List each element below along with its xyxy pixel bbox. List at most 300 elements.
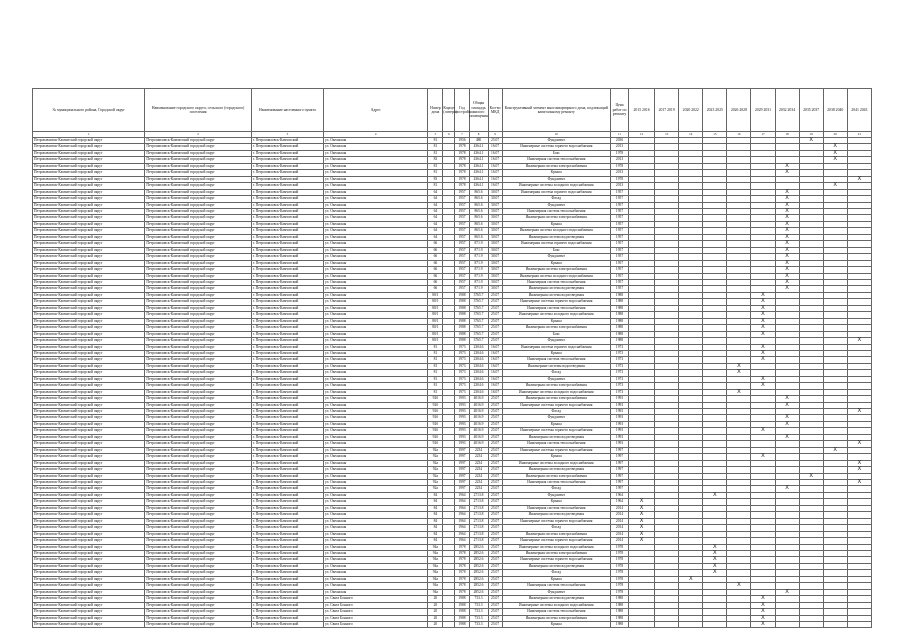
area-cell: 871.9 — [469, 279, 488, 285]
mkd-cell: 16.07 — [488, 183, 502, 189]
settlement-cell: Петропавловск-Камчатский городской округ — [145, 583, 251, 589]
structural-element-cell: Инженерная система теплоснабжения — [502, 441, 610, 447]
district-cell: Петропавловск-Камчатский городской округ — [33, 260, 145, 266]
mkd-cell: 25.07 — [488, 447, 502, 453]
settlement-cell: Петропавловск-Камчатский городской округ — [145, 621, 251, 627]
locality-cell: г. Петропавловск-Камчатский — [251, 570, 323, 576]
mkd-cell: 25.07 — [488, 602, 502, 608]
area-cell: 4016.9 — [469, 421, 488, 427]
structural-element-cell: Фундамент — [502, 138, 610, 144]
locality-cell: г. Петропавловск-Камчатский — [251, 234, 323, 240]
settlement-cell: Петропавловск-Камчатский городской округ — [145, 183, 251, 189]
district-cell: Петропавловск-Камчатский городской округ — [33, 157, 145, 163]
district-cell: Петропавловск-Камчатский городской округ — [33, 350, 145, 356]
cost-cell: 2014 — [610, 518, 628, 524]
period-cell: X — [727, 363, 751, 369]
locality-cell: г. Петропавловск-Камчатский — [251, 492, 323, 498]
house-number-cell: 80/1 — [428, 299, 443, 305]
area-cell: 865.6 — [469, 221, 488, 227]
locality-cell: г. Петропавловск-Камчатский — [251, 305, 323, 311]
house-number-cell: 80/1 — [428, 312, 443, 318]
structural-element-cell: Крыша — [502, 260, 610, 266]
build-year-cell: 1993 — [455, 396, 469, 402]
locality-cell: г. Петропавловск-Камчатский — [251, 531, 323, 537]
cost-cell: 1957 — [610, 279, 628, 285]
district-cell: Петропавловск-Камчатский городской округ — [33, 589, 145, 595]
column-header: Конструктивный элемент многоквартирного дома, подлежащий капитальному ремонту — [502, 89, 610, 132]
area-cell: 2304.6 — [469, 350, 488, 356]
area-cell: 2713.8 — [469, 531, 488, 537]
structural-element-cell: Бокс — [502, 247, 610, 253]
build-year-cell: 1957 — [455, 267, 469, 273]
area-cell: 865.6 — [469, 208, 488, 214]
mkd-cell: 25.07 — [488, 609, 502, 615]
cost-cell: 1988 — [610, 609, 628, 615]
locality-cell: г. Петропавловск-Камчатский — [251, 138, 323, 144]
build-year-cell: 1997 — [455, 486, 469, 492]
locality-cell: г. Петропавловск-Камчатский — [251, 621, 323, 627]
house-number-cell: 81 — [428, 363, 443, 369]
settlement-cell: Петропавловск-Камчатский городской округ — [145, 299, 251, 305]
district-cell: Петропавловск-Камчатский городской округ — [33, 247, 145, 253]
structural-element-cell: Бокс — [502, 331, 610, 337]
house-number-cell: 92б — [428, 434, 443, 440]
mkd-cell: 25.07 — [488, 531, 502, 537]
build-year-cell: 1957 — [455, 228, 469, 234]
period-cell: X — [727, 370, 751, 376]
settlement-cell: Петропавловск-Камчатский городской округ — [145, 460, 251, 466]
district-cell: Петропавловск-Камчатский городской округ — [33, 234, 145, 240]
period-cell: X — [703, 557, 727, 563]
house-number-cell: 80/1 — [428, 325, 443, 331]
district-cell: Петропавловск-Камчатский городской округ — [33, 505, 145, 511]
address-cell: ул. Океанская — [324, 421, 428, 427]
mkd-cell: 30.07 — [488, 273, 502, 279]
build-year-cell: 1988 — [455, 338, 469, 344]
cost-cell: 2013 — [610, 170, 628, 176]
address-cell: ул. Свята Бонного — [324, 596, 428, 602]
cost-cell: 1957 — [610, 234, 628, 240]
house-number-cell: 81 — [428, 376, 443, 382]
house-number-cell: 83 — [428, 157, 443, 163]
structural-element-cell: Инженерная система холодного водоснабжения — [502, 273, 610, 279]
address-cell: ул. Океанская — [324, 150, 428, 156]
mkd-cell: 25.07 — [488, 402, 502, 408]
settlement-cell: Петропавловск-Камчатский городской округ — [145, 434, 251, 440]
column-header: 2023 2025 — [703, 89, 727, 132]
build-year-cell: 1997 — [455, 473, 469, 479]
area-cell: 2713.8 — [469, 525, 488, 531]
structural-element-cell: Инженерная система электроснабжения — [502, 163, 610, 169]
period-cell: X — [751, 596, 775, 602]
locality-cell: г. Петропавловск-Камчатский — [251, 396, 323, 402]
address-cell: ул. Океанская — [324, 557, 428, 563]
locality-cell: г. Петропавловск-Камчатский — [251, 350, 323, 356]
address-cell: ул. Океанская — [324, 538, 428, 544]
period-cell: X — [751, 609, 775, 615]
mkd-cell: 25.07 — [488, 338, 502, 344]
mkd-cell: 25.07 — [488, 434, 502, 440]
mkd-cell: 25.07 — [488, 544, 502, 550]
locality-cell: г. Петропавловск-Камчатский — [251, 512, 323, 518]
district-cell: Петропавловск-Камчатский городской округ — [33, 383, 145, 389]
cost-cell: 1978 — [610, 150, 628, 156]
address-cell: ул. Океанская — [324, 279, 428, 285]
district-cell: Петропавловск-Камчатский городской округ — [33, 138, 145, 144]
district-cell: Петропавловск-Камчатский городской округ — [33, 183, 145, 189]
district-cell: Петропавловск-Камчатский городской округ — [33, 312, 145, 318]
settlement-cell: Петропавловск-Камчатский городской округ — [145, 150, 251, 156]
address-cell: ул. Океанская — [324, 260, 428, 266]
build-year-cell: 1973 — [455, 383, 469, 389]
locality-cell: г. Петропавловск-Камчатский — [251, 525, 323, 531]
build-year-cell: 1978 — [455, 144, 469, 150]
column-header: 2017 2019 — [655, 89, 679, 132]
settlement-cell: Петропавловск-Камчатский городской округ — [145, 596, 251, 602]
table-header — [33, 89, 872, 138]
structural-element-cell: Инженерные системы холодного водоснабжения — [502, 460, 610, 466]
column-number: 13 — [655, 132, 679, 138]
locality-cell: г. Петропавловск-Камчатский — [251, 254, 323, 260]
period-cell: X — [823, 447, 847, 453]
address-cell: ул. Океанская — [324, 170, 428, 176]
district-cell: Петропавловск-Камчатский городской округ — [33, 344, 145, 350]
address-cell: ул. Океанская — [324, 234, 428, 240]
cost-cell: 1957 — [610, 208, 628, 214]
cost-cell: 1978 — [610, 589, 628, 595]
settlement-cell: Петропавловск-Камчатский городской округ — [145, 518, 251, 524]
cost-cell: 1997 — [610, 473, 628, 479]
column-number: 21 — [847, 132, 871, 138]
cost-cell: 1957 — [610, 241, 628, 247]
area-cell: 2852.6 — [469, 544, 488, 550]
settlement-cell: Петропавловск-Камчатский городской округ — [145, 441, 251, 447]
house-number-cell: 66 — [428, 241, 443, 247]
period-cell: X — [775, 421, 799, 427]
period-cell — [775, 621, 799, 627]
house-number-cell: 66 — [428, 273, 443, 279]
house-number-cell: 81 — [428, 383, 443, 389]
house-number-cell: 20 — [428, 609, 443, 615]
build-year-cell: 1988 — [455, 325, 469, 331]
area-cell: 871.9 — [469, 273, 488, 279]
district-cell: Петропавловск-Камчатский городской округ — [33, 363, 145, 369]
mkd-cell: 16.07 — [488, 170, 502, 176]
build-year-cell: 1964 — [455, 518, 469, 524]
locality-cell: г. Петропавловск-Камчатский — [251, 518, 323, 524]
settlement-cell: Петропавловск-Камчатский городской округ — [145, 363, 251, 369]
house-number-cell: 92а — [428, 473, 443, 479]
column-number: 20 — [823, 132, 847, 138]
build-year-cell: 1993 — [455, 409, 469, 415]
cost-cell: 1973 — [610, 357, 628, 363]
district-cell: Петропавловск-Камчатский городской округ — [33, 163, 145, 169]
period-cell: X — [775, 486, 799, 492]
mkd-cell: 25.07 — [488, 292, 502, 298]
structural-element-cell: Инженерная система холодного водоснабжения — [502, 228, 610, 234]
settlement-cell: Петропавловск-Камчатский городской округ — [145, 157, 251, 163]
district-cell: Петропавловск-Камчатский городской округ — [33, 254, 145, 260]
mkd-cell: 30.07 — [488, 267, 502, 273]
structural-element-cell: Фундамент — [502, 492, 610, 498]
settlement-cell: Петропавловск-Камчатский городской округ — [145, 428, 251, 434]
mkd-cell: 25.07 — [488, 576, 502, 582]
period-cell: X — [847, 176, 871, 182]
period-cell — [629, 621, 655, 627]
build-year-cell: 1993 — [455, 428, 469, 434]
build-year-cell: 1956 — [455, 138, 469, 144]
area-cell: 3765.7 — [469, 318, 488, 324]
structural-element-cell: Крыша — [502, 499, 610, 505]
build-year-cell: 1957 — [455, 215, 469, 221]
district-cell: Петропавловск-Камчатский городской округ — [33, 241, 145, 247]
build-year-cell: 1988 — [455, 615, 469, 621]
settlement-cell: Петропавловск-Камчатский городской округ — [145, 454, 251, 460]
locality-cell: г. Петропавловск-Камчатский — [251, 202, 323, 208]
district-cell: Петропавловск-Камчатский городской округ — [33, 531, 145, 537]
cost-cell: 1964 — [610, 492, 628, 498]
structural-element-cell: Инженерная система электроснабжения — [502, 551, 610, 557]
district-cell: Петропавловск-Камчатский городской округ — [33, 525, 145, 531]
area-cell: 2304.6 — [469, 383, 488, 389]
column-number: 5 — [428, 132, 443, 138]
house-number-cell: 92б — [428, 402, 443, 408]
build-year-cell: 1978 — [455, 163, 469, 169]
mkd-cell: 30.07 — [488, 202, 502, 208]
area-cell: 4364.1 — [469, 170, 488, 176]
locality-cell: г. Петропавловск-Камчатский — [251, 589, 323, 595]
settlement-cell: Петропавловск-Камчатский городской округ — [145, 338, 251, 344]
period-cell: X — [775, 221, 799, 227]
district-cell: Петропавловск-Камчатский городской округ — [33, 621, 145, 627]
locality-cell: г. Петропавловск-Камчатский — [251, 473, 323, 479]
district-cell: Петропавловск-Камчатский городской округ — [33, 202, 145, 208]
house-number-cell: 84 — [428, 531, 443, 537]
cost-cell: 1957 — [610, 247, 628, 253]
mkd-cell: 25.07 — [488, 615, 502, 621]
area-cell: 733.3 — [469, 609, 488, 615]
cost-cell: 1973 — [610, 350, 628, 356]
settlement-cell: Петропавловск-Камчатский городской округ — [145, 615, 251, 621]
settlement-cell: Петропавловск-Камчатский городской округ — [145, 609, 251, 615]
settlement-cell: Петропавловск-Камчатский городской округ — [145, 196, 251, 202]
column-number: 1 — [33, 132, 145, 138]
mkd-cell: 16.07 — [488, 383, 502, 389]
build-year-cell: 1988 — [455, 621, 469, 627]
mkd-cell: 30.07 — [488, 189, 502, 195]
structural-element-cell: Инженерные системы холодного водоснабжения — [502, 312, 610, 318]
build-year-cell: 1988 — [455, 609, 469, 615]
cost-cell: 1993 — [610, 421, 628, 427]
address-cell: ул. Океанская — [324, 331, 428, 337]
settlement-cell: Петропавловск-Камчатский городской округ — [145, 467, 251, 473]
cost-cell: 1993 — [610, 409, 628, 415]
area-cell: 2852.6 — [469, 583, 488, 589]
address-cell: ул. Океанская — [324, 183, 428, 189]
district-cell: Петропавловск-Камчатский городской округ — [33, 292, 145, 298]
locality-cell: г. Петропавловск-Камчатский — [251, 150, 323, 156]
area-cell: 3765.7 — [469, 312, 488, 318]
address-cell: ул. Океанская — [324, 499, 428, 505]
period-cell: X — [775, 234, 799, 240]
district-cell: Петропавловск-Камчатский городской округ — [33, 189, 145, 195]
area-cell: 2852.6 — [469, 551, 488, 557]
area-cell: 2304.6 — [469, 363, 488, 369]
house-number-cell: 20 — [428, 621, 443, 627]
structural-element-cell: Фасад — [502, 486, 610, 492]
locality-cell: г. Петропавловск-Камчатский — [251, 241, 323, 247]
structural-element-cell: Инженерная система водоотведения — [502, 563, 610, 569]
area-cell: 4016.9 — [469, 415, 488, 421]
address-cell: ул. Океанская — [324, 589, 428, 595]
locality-cell: г. Петропавловск-Камчатский — [251, 602, 323, 608]
district-cell: Петропавловск-Камчатский городской округ — [33, 538, 145, 544]
structural-element-cell: Инженерная система теплоснабжения — [502, 480, 610, 486]
build-year-cell: 1964 — [455, 499, 469, 505]
house-number-cell: 92б — [428, 409, 443, 415]
structural-element-cell: Инженерная система электроснабжения — [502, 383, 610, 389]
structural-element-cell: Инженерная система электроснабжения — [502, 396, 610, 402]
cost-cell: 1997 — [610, 454, 628, 460]
structural-element-cell: Фасад — [502, 409, 610, 415]
settlement-cell: Петропавловск-Камчатский городской округ — [145, 409, 251, 415]
building-cell — [443, 621, 455, 627]
district-cell: Петропавловск-Камчатский городской округ — [33, 615, 145, 621]
cost-cell: 1988 — [610, 325, 628, 331]
address-cell: ул. Океанская — [324, 460, 428, 466]
district-cell: Петропавловск-Камчатский городской округ — [33, 492, 145, 498]
house-number-cell: 20 — [428, 596, 443, 602]
locality-cell: г. Петропавловск-Камчатский — [251, 421, 323, 427]
cost-cell: 1973 — [610, 344, 628, 350]
period-cell: X — [775, 254, 799, 260]
address-cell: ул. Океанская — [324, 583, 428, 589]
district-cell: Петропавловск-Камчатский городской округ — [33, 286, 145, 292]
structural-element-cell: Инженерные системы холодного водоснабжения — [502, 544, 610, 550]
structural-element-cell: Инженерная система горячего водоснабжения — [502, 344, 610, 350]
period-cell: X — [775, 589, 799, 595]
settlement-cell: Петропавловск-Камчатский городской округ — [145, 447, 251, 453]
structural-element-cell: Крыша — [502, 454, 610, 460]
address-cell: ул. Океанская — [324, 525, 428, 531]
district-cell: Петропавловск-Камчатский городской округ — [33, 150, 145, 156]
mkd-cell: 30.07 — [488, 215, 502, 221]
district-cell: Петропавловск-Камчатский городской округ — [33, 518, 145, 524]
settlement-cell: Петропавловск-Камчатский городской округ — [145, 499, 251, 505]
settlement-cell: Петропавловск-Камчатский городской округ — [145, 396, 251, 402]
address-cell: ул. Океанская — [324, 144, 428, 150]
cost-cell: 2014 — [610, 525, 628, 531]
settlement-cell: Петропавловск-Камчатский городской округ — [145, 538, 251, 544]
house-number-cell: 66 — [428, 286, 443, 292]
structural-element-cell: Фундамент — [502, 202, 610, 208]
period-cell: X — [751, 357, 775, 363]
column-header: 2029 2031 — [751, 89, 775, 132]
cost-cell: 1957 — [610, 196, 628, 202]
cost-cell: 1988 — [610, 596, 628, 602]
locality-cell: г. Петропавловск-Камчатский — [251, 383, 323, 389]
period-cell: X — [727, 583, 751, 589]
settlement-cell: Петропавловск-Камчатский городской округ — [145, 325, 251, 331]
locality-cell: г. Петропавловск-Камчатский — [251, 441, 323, 447]
district-cell: Петропавловск-Камчатский городской округ — [33, 583, 145, 589]
period-cell: X — [751, 428, 775, 434]
build-year-cell: 1964 — [455, 505, 469, 511]
house-number-cell: 81 — [428, 350, 443, 356]
district-cell: Петропавловск-Камчатский городской округ — [33, 576, 145, 582]
address-cell: ул. Океанская — [324, 415, 428, 421]
locality-cell: г. Петропавловск-Камчатский — [251, 609, 323, 615]
structural-element-cell: Инженерная система водоотведения — [502, 234, 610, 240]
period-cell: X — [629, 531, 655, 537]
structural-element-cell: Инженерная система водоотведения — [502, 292, 610, 298]
settlement-cell: Петропавловск-Камчатский городской округ — [145, 318, 251, 324]
area-cell: 4016.9 — [469, 428, 488, 434]
locality-cell: г. Петропавловск-Камчатский — [251, 505, 323, 511]
period-cell: X — [703, 563, 727, 569]
house-number-cell: 81 — [428, 344, 443, 350]
cost-cell: 1988 — [610, 602, 628, 608]
house-number-cell: 94а — [428, 563, 443, 569]
area-cell: 871.9 — [469, 254, 488, 260]
address-cell: ул. Океанская — [324, 531, 428, 537]
cost-cell: 1957 — [610, 260, 628, 266]
build-year-cell: 1988 — [455, 292, 469, 298]
period-cell: X — [751, 292, 775, 298]
district-cell: Петропавловск-Камчатский городской округ — [33, 318, 145, 324]
settlement-cell: Петропавловск-Камчатский городской округ — [145, 286, 251, 292]
house-number-cell: 92б — [428, 428, 443, 434]
locality-cell: г. Петропавловск-Камчатский — [251, 499, 323, 505]
address-cell: ул. Океанская — [324, 576, 428, 582]
locality-cell: г. Петропавловск-Камчатский — [251, 402, 323, 408]
build-year-cell: 1973 — [455, 376, 469, 382]
house-number-cell: 64 — [428, 189, 443, 195]
settlement-cell: Петропавловск-Камчатский городской округ — [145, 589, 251, 595]
area-cell: 733.3 — [469, 602, 488, 608]
table-row — [33, 621, 872, 627]
mkd-cell: 16.07 — [488, 363, 502, 369]
structural-element-cell: Инженерные системы водоотведения — [502, 363, 610, 369]
build-year-cell: 1957 — [455, 273, 469, 279]
column-number: 10 — [502, 132, 610, 138]
structural-element-cell: Инженерная система электроснабжения — [502, 325, 610, 331]
area-cell: 2234 — [469, 454, 488, 460]
locality-cell: г. Петропавловск-Камчатский — [251, 376, 323, 382]
column-number: 6 — [443, 132, 455, 138]
locality-cell: г. Петропавловск-Камчатский — [251, 563, 323, 569]
area-cell: 4364.1 — [469, 163, 488, 169]
cost-cell: 1978 — [610, 583, 628, 589]
cost-cell: 1973 — [610, 370, 628, 376]
district-cell: Петропавловск-Камчатский городской округ — [33, 389, 145, 395]
period-cell: X — [847, 467, 871, 473]
mkd-cell: 25.07 — [488, 305, 502, 311]
house-number-cell: 94а — [428, 576, 443, 582]
column-number: 8 — [469, 132, 488, 138]
settlement-cell: Петропавловск-Камчатский городской округ — [145, 563, 251, 569]
area-cell: 2304.6 — [469, 344, 488, 350]
mkd-cell: 25.07 — [488, 421, 502, 427]
mkd-cell: 25.07 — [488, 441, 502, 447]
district-cell: Петропавловск-Камчатский городской округ — [33, 544, 145, 550]
mkd-cell: 25.07 — [488, 415, 502, 421]
area-cell: 3765.7 — [469, 292, 488, 298]
cost-cell: 2013 — [610, 183, 628, 189]
house-number-cell: 64 — [428, 202, 443, 208]
period-cell — [847, 621, 871, 627]
locality-cell: г. Петропавловск-Камчатский — [251, 344, 323, 350]
